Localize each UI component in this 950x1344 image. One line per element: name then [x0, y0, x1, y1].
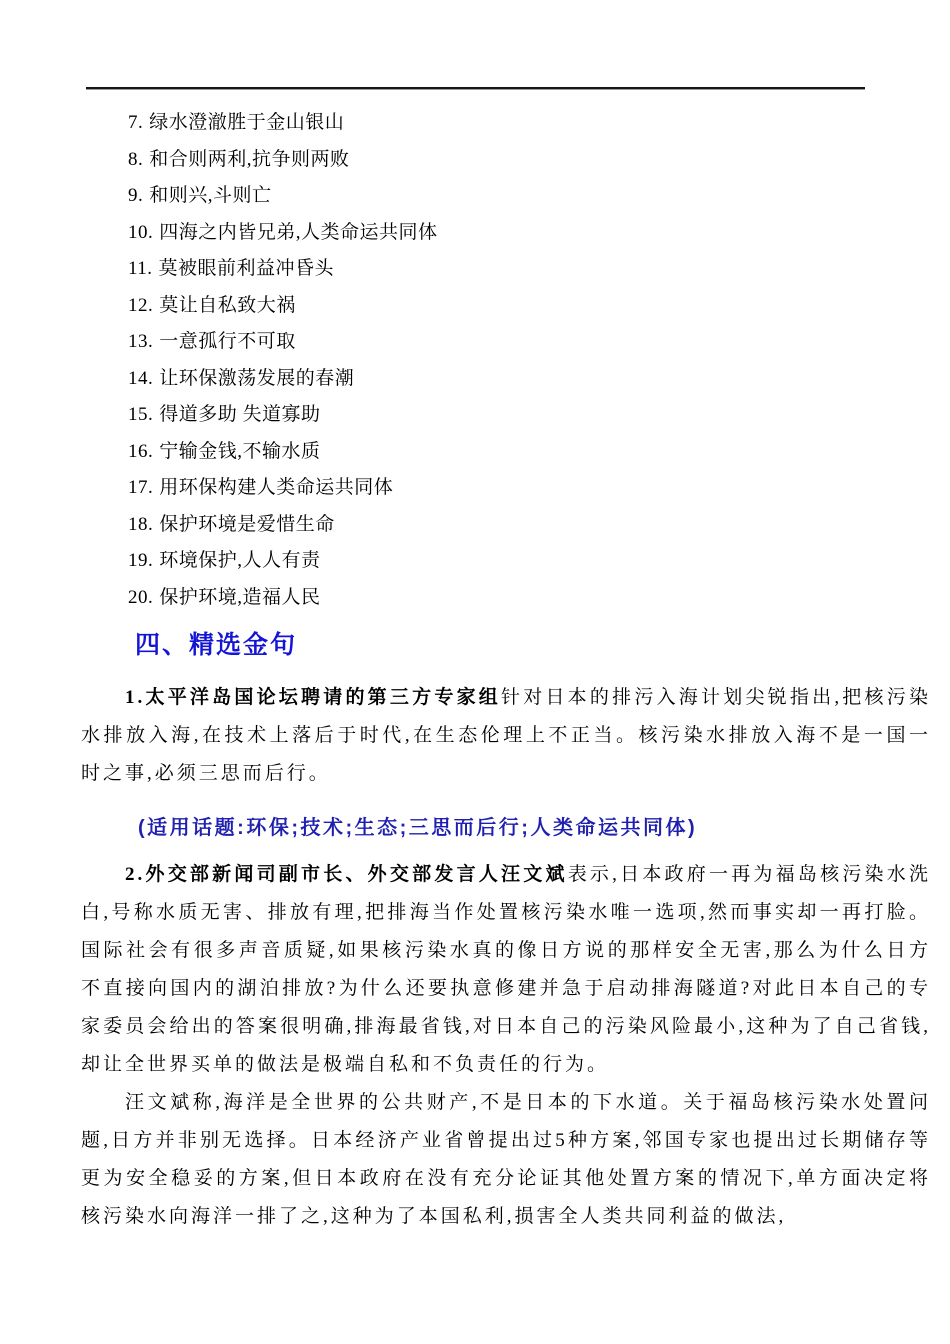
list-item-text: 用环保构建人类命运共同体: [159, 477, 394, 498]
list-item-number: 14.: [128, 367, 154, 389]
list-item-text: 得道多助 失道寡助: [159, 404, 321, 425]
list-item-text: 四海之内皆兄弟,人类命运共同体: [159, 221, 438, 243]
quote-1-lead: 1.太平洋岛国论坛聘请的第三方专家组: [125, 687, 502, 708]
topic-line: (适用话题:环保;技术;生态;三思而后行;人类命运共同体): [138, 817, 698, 839]
list-item-text: 和则兴,斗则亡: [149, 185, 272, 206]
list-item-text: 保护环境,造福人民: [159, 586, 321, 608]
list-item-number: 13.: [128, 331, 154, 352]
list-item-number: 7.: [128, 112, 144, 133]
list-item-number: 9.: [128, 185, 144, 206]
list-item-number: 19.: [128, 550, 154, 571]
list-item: [128, 470, 931, 507]
quote-2-body: 表示,日本政府一再为福岛核污染水洗白,号称水质无害、排放有理,把排海当作处置核污染水唯一选项,然而事实却一再打脸。国际社会有很多声音质疑,如果核污染水真的像日方说的那样安全无害,那么为什么日方不直接向国内的湖泊排放?为什么还要执意修建并急于启动排海隧道?对此日本自己的专家委员会给出的答案很明确,排海最省钱,对日本自己的污染风险最小,这种为了自己省钱,却让全世界买单的做法是极端自私和不负责任的行为。: [81, 864, 931, 1075]
list-item-number: 20.: [128, 586, 154, 608]
list-item: [128, 397, 931, 434]
list-item-number: 15.: [128, 404, 154, 425]
list-item-text: 让环保激荡发展的春潮: [159, 367, 355, 389]
list-item-number: 16.: [128, 440, 154, 462]
list-item: [128, 251, 931, 288]
list-item: [128, 142, 931, 179]
list-item-number: 11.: [128, 258, 153, 279]
list-item-number: 8.: [128, 148, 144, 170]
list-item: [128, 215, 931, 252]
list-item: [128, 178, 931, 215]
slogan-list: [128, 105, 931, 616]
list-item-number: 18.: [128, 513, 154, 535]
list-item: [128, 361, 931, 398]
quote-2-lead: 2.外交部新闻司副市长、外交部发言人汪文斌: [125, 864, 568, 885]
list-item-text: 保护环境是爱惜生命: [159, 513, 335, 535]
list-item: [128, 507, 931, 544]
list-item: [128, 434, 931, 471]
list-item-text: 莫被眼前利益冲昏头: [158, 258, 335, 279]
list-item: [128, 543, 931, 580]
section-heading: 四、精选金句: [135, 631, 298, 659]
list-item-number: 17.: [128, 477, 154, 498]
quote-paragraph-2: [81, 856, 931, 1084]
list-item: [128, 288, 931, 325]
list-item-text: 一意孤行不可取: [159, 331, 296, 352]
list-item: [128, 324, 931, 361]
list-item-number: 10.: [128, 221, 154, 243]
quote-paragraph-3: [81, 1084, 931, 1236]
quote-1-body: 针对日本的排污入海计划尖锐指出,把核污染水排放入海,在技术上落后于时代,在生态伦理上不正当。核污染水排放入海不是一国一时之事,必须三思而后行。: [81, 687, 931, 784]
list-item-text: 环境保护,人人有责: [159, 550, 321, 571]
list-item-text: 宁输金钱,不输水质: [159, 440, 321, 462]
list-item-number: 12.: [128, 294, 154, 316]
list-item-text: 和合则两利,抗争则两败: [149, 148, 350, 170]
page-content: [81, 105, 931, 1236]
list-item: [128, 105, 931, 142]
list-item: [128, 580, 931, 617]
quote-paragraph-1: [81, 679, 931, 793]
header-rule: [86, 87, 865, 90]
list-item-text: 绿水澄澈胜于金山银山: [149, 112, 345, 133]
list-item-text: 莫让自私致大祸: [159, 294, 296, 316]
quote-3-body: 汪文斌称,海洋是全世界的公共财产,不是日本的下水道。关于福岛核污染水处置问题,日方并非别无选择。日本经济产业省曾提出过5种方案,邻国专家也提出过长期储存等更为安全稳妥的方案,但日本政府在没有充分论证其他处置方案的情况下,单方面决定将核污染水向海洋一排了之,这种为了本国私利,损害全人类共同利益的做法,: [81, 1092, 931, 1227]
